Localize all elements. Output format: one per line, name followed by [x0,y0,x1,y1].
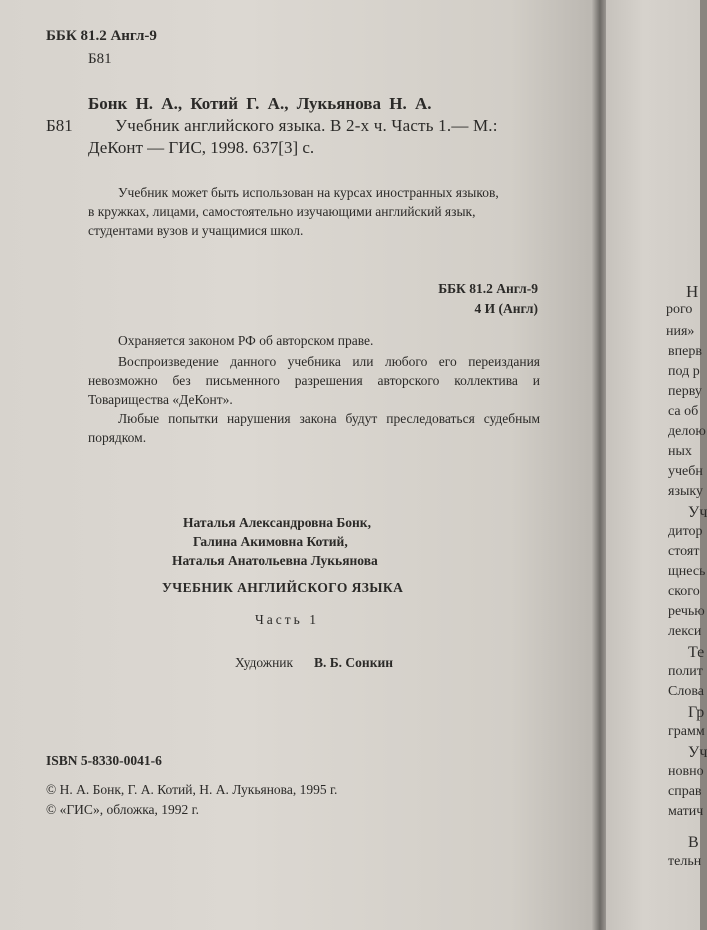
facing-text-fragment: Гр [688,704,705,721]
isbn: ISBN 5-8330-0041-6 [46,753,162,768]
facing-text-fragment: лекси [668,624,702,639]
facing-text-fragment: Уч [688,504,707,521]
facing-text-fragment: ского [668,584,700,599]
annotation-line1: Учебник может быть использован на курсах иностранных языков, [118,185,499,200]
copyright-authors: © Н. А. Бонк, Г. А. Котий, Н. А. Лукьянова, 1995 г. [46,782,338,797]
copyright-notice-p2: Воспроизведение данного учебника или любого его переиздания невозможно без письменного разрешения авторского коллектива и Товарищества «ДеКонт». [88,354,540,407]
facing-text-fragment: Н [686,282,699,301]
classification-index: 4 И (Англ) [474,301,538,316]
facing-text-fragment: дитор [668,524,703,539]
facing-text-fragment: грамм [668,724,705,739]
facing-text-fragment: перву [668,384,702,399]
author-full-3: Наталья Анатольевна Лукьянова [172,553,378,568]
facing-text-fragment: справ [668,784,702,799]
citation-code: Б81 [46,116,73,135]
author-full-2: Галина Акимовна Котий, [193,534,348,549]
facing-text-fragment: Слова [668,684,704,699]
facing-text-fragment: тельн [668,854,702,869]
facing-text-fragment: Те [688,644,705,661]
facing-text-fragment: рого [666,302,693,317]
facing-text-fragment: Уч [688,744,707,761]
author-mark-top: Б81 [88,51,112,67]
facing-text-fragment: са об [668,404,699,419]
facing-text-fragment: делою [668,424,706,439]
facing-text-fragment: под р [668,364,700,379]
facing-text-fragment: новно [668,764,704,779]
facing-text-fragment: ния» [666,324,695,339]
facing-text-fragment: матич [668,804,704,819]
citation-authors: Бонк Н. А., Котий Г. А., Лукьянова Н. А. [88,94,432,113]
artist-label: Художник [235,655,294,670]
annotation-line2: в кружках, лицами, самостоятельно изучающими английский язык, [88,204,476,219]
facing-text-fragment: учебн [668,464,703,479]
bbk-code-top: ББК 81.2 Англ-9 [46,28,157,44]
facing-text-fragment: вперв [668,344,702,359]
artist-name: В. Б. Сонкин [314,655,394,670]
copyright-notice-p3: Любые попытки нарушения закона будут преследоваться судебным порядком. [88,411,540,445]
citation-line2: ДеКонт — ГИС, 1998. 637[3] с. [88,138,315,157]
facing-text-fragment: полит [668,664,703,679]
facing-text-fragment: стоят [668,544,700,559]
facing-page-edge [606,0,707,930]
part-number: Часть 1 [255,612,319,627]
annotation-line3: студентами вузов и учащимися школ. [88,223,304,238]
copyright-cover: © «ГИС», обложка, 1992 г. [46,802,200,817]
facing-text-fragment: щнесь [668,564,706,579]
author-full-1: Наталья Александровна Бонк, [183,515,371,530]
book-title: УЧЕБНИК АНГЛИЙСКОГО ЯЗЫКА [162,580,404,595]
copyright-notice-p1: Охраняется законом РФ об авторском праве. [118,333,374,348]
facing-text-fragment: речью [668,604,705,619]
classification-bbk: ББК 81.2 Англ-9 [438,281,538,296]
citation-line1: Учебник английского языка. В 2-х ч. Часть 1.— М.: [115,116,498,135]
facing-text-fragment: В [688,834,699,851]
facing-text-fragment: языку [668,484,703,499]
facing-text-fragment: ных [668,444,692,459]
